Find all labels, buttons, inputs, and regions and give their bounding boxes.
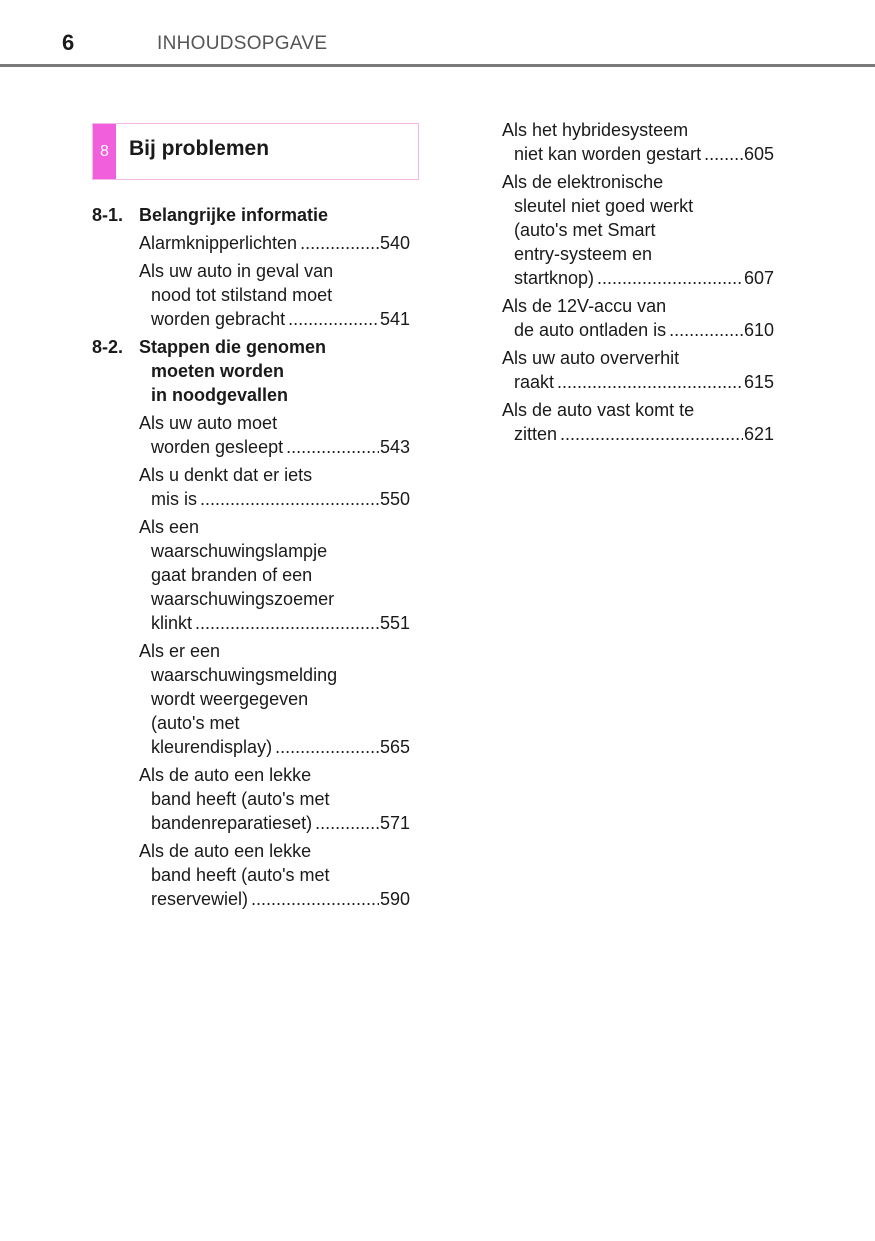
toc-entry[interactable] xyxy=(92,231,410,255)
section-title-line: Belangrijke informatie xyxy=(139,205,329,225)
toc-entry-line: (auto's met xyxy=(151,713,240,733)
toc-entry-text: kleurendisplay) xyxy=(151,737,273,757)
toc-entry[interactable] xyxy=(92,839,410,911)
page-ref: 590 xyxy=(379,889,410,909)
toc-entry-line: sleutel niet goed werkt xyxy=(514,196,694,216)
page-ref: 605 xyxy=(743,144,774,164)
toc-entry[interactable] xyxy=(502,170,774,290)
toc-entry-last-line xyxy=(502,142,774,166)
dot-leader xyxy=(560,422,743,446)
dot-leader xyxy=(275,735,379,759)
toc-entry-last-line xyxy=(502,318,774,342)
section-number: 8-2. xyxy=(92,337,124,357)
section-title xyxy=(139,335,410,407)
page-ref: 541 xyxy=(379,309,410,329)
section-title-line: in noodgevallen xyxy=(151,385,289,405)
toc-left-column xyxy=(92,203,410,915)
toc-entry-text: zitten xyxy=(514,424,558,444)
toc-entry-text: worden gesleept xyxy=(151,437,284,457)
toc-entry[interactable] xyxy=(502,346,774,394)
toc-entry-line: Als er een xyxy=(139,641,221,661)
toc-entry-last-line xyxy=(139,487,410,511)
dot-leader xyxy=(251,887,379,911)
toc-entry-last-line xyxy=(139,231,410,255)
toc-entry[interactable] xyxy=(502,118,774,166)
page-number: 6 xyxy=(62,30,75,55)
toc-entry-line: Als de auto vast komt te xyxy=(502,400,695,420)
toc-entry-line: Als de 12V-accu van xyxy=(502,296,667,316)
toc-entry-line: waarschuwingsmelding xyxy=(151,665,338,685)
header-rule xyxy=(0,64,875,67)
toc-entry-line: Als de elektronische xyxy=(502,172,664,192)
page-header xyxy=(0,0,875,68)
toc-entry-text: bandenreparatieset) xyxy=(151,813,313,833)
toc-entry-text: de auto ontladen is xyxy=(514,320,667,340)
toc-entry-text: klinkt xyxy=(151,613,193,633)
dot-leader xyxy=(704,142,743,166)
toc-entry-text: reservewiel) xyxy=(151,889,249,909)
toc-entry-text: Alarmknipperlichten xyxy=(139,233,298,253)
toc-entry-last-line xyxy=(139,611,410,635)
toc-entry[interactable] xyxy=(92,763,410,835)
running-head: INHOUDSOPGAVE xyxy=(157,33,328,54)
toc-entry-line: gaat branden of een xyxy=(151,565,313,585)
toc-entry-last-line xyxy=(139,735,410,759)
toc-entry-line: wordt weergegeven xyxy=(151,689,309,709)
toc-entry-line: (auto's met Smart xyxy=(514,220,656,240)
toc-entry-text: raakt xyxy=(514,372,555,392)
toc-entry-last-line xyxy=(139,435,410,459)
section-title-line: Stappen die genomen xyxy=(139,337,327,357)
toc-entry[interactable] xyxy=(92,463,410,511)
toc-entry-text: startknop) xyxy=(514,268,595,288)
toc-entry-line: Als uw auto in geval van xyxy=(139,261,334,281)
page-ref: 543 xyxy=(379,437,410,457)
page-ref: 540 xyxy=(379,233,410,253)
page-ref: 610 xyxy=(743,320,774,340)
toc-entry[interactable] xyxy=(92,515,410,635)
page-ref: 565 xyxy=(379,737,410,757)
chapter-number-tab: 8 xyxy=(93,124,116,179)
section-number: 8-1. xyxy=(92,205,124,225)
dot-leader xyxy=(315,811,379,835)
toc-entry-line: band heeft (auto's met xyxy=(151,865,330,885)
toc-entry-last-line xyxy=(139,887,410,911)
section-title-line: moeten worden xyxy=(151,361,285,381)
toc-entry[interactable] xyxy=(92,639,410,759)
toc-entry-line: nood tot stilstand moet xyxy=(151,285,333,305)
toc-entry-text: worden gebracht xyxy=(151,309,286,329)
toc-entry-line: waarschuwingszoemer xyxy=(151,589,335,609)
toc-entry-line: Als uw auto oververhit xyxy=(502,348,680,368)
dot-leader xyxy=(200,487,379,511)
page-ref: 615 xyxy=(743,372,774,392)
page-ref: 571 xyxy=(379,813,410,833)
toc-entry-line: Als een xyxy=(139,517,200,537)
section-title xyxy=(139,203,410,227)
toc-entry-line: waarschuwingslampje xyxy=(151,541,328,561)
toc-entry-last-line xyxy=(139,811,410,835)
toc-entry-line: Als uw auto moet xyxy=(139,413,278,433)
page-ref: 550 xyxy=(379,489,410,509)
toc-entry-line: band heeft (auto's met xyxy=(151,789,330,809)
dot-leader xyxy=(557,370,743,394)
dot-leader xyxy=(597,266,743,290)
chapter-title: Bij problemen xyxy=(129,137,270,160)
page-ref: 551 xyxy=(379,613,410,633)
toc-entry-line: Als het hybridesysteem xyxy=(502,120,689,140)
page-ref: 621 xyxy=(743,424,774,444)
toc-entry-last-line xyxy=(502,266,774,290)
toc-entry-last-line xyxy=(502,370,774,394)
toc-entry-line: entry-systeem en xyxy=(514,244,653,264)
dot-leader xyxy=(286,435,379,459)
toc-entry[interactable] xyxy=(92,259,410,331)
toc-entry-line: Als de auto een lekke xyxy=(139,765,312,785)
page-ref: 607 xyxy=(743,268,774,288)
toc-entry[interactable] xyxy=(92,411,410,459)
dot-leader xyxy=(288,307,379,331)
dot-leader xyxy=(195,611,379,635)
toc-entry-text: mis is xyxy=(151,489,197,509)
toc-entry-line: Als de auto een lekke xyxy=(139,841,312,861)
toc-entry-text: niet kan worden gestart xyxy=(514,144,702,164)
toc-entry[interactable] xyxy=(502,398,774,446)
toc-section-heading xyxy=(92,335,410,407)
chapter-heading xyxy=(92,123,419,180)
toc-section-heading xyxy=(92,203,410,227)
dot-leader xyxy=(300,231,379,255)
toc-right-column xyxy=(502,118,774,450)
toc-entry-line: Als u denkt dat er iets xyxy=(139,465,313,485)
toc-entry-last-line xyxy=(502,422,774,446)
toc-entry[interactable] xyxy=(502,294,774,342)
toc-entry-last-line xyxy=(139,307,410,331)
dot-leader xyxy=(669,318,743,342)
